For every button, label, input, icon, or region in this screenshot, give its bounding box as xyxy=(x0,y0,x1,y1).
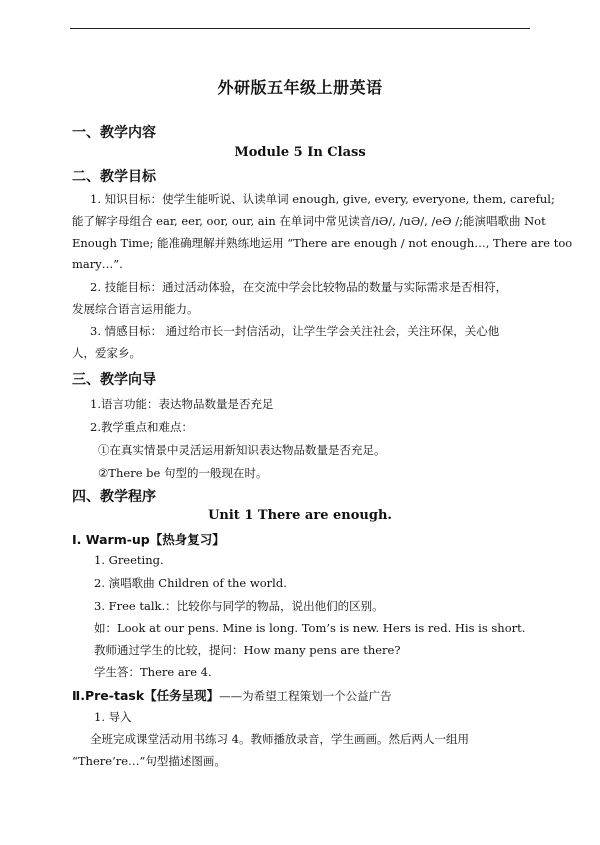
section-heading-procedure: 四、教学程序 xyxy=(72,489,156,505)
intro-line-1: 全班完成课堂活动用书练习 4。教师播放录音，学生画画。然后两人一组用 xyxy=(90,732,469,746)
warmup-heading: Ⅰ. Warm-up【热身复习】 xyxy=(72,532,225,547)
guide-item-2b: ②There be 句型的一般现在时。 xyxy=(98,466,268,480)
guide-item-2: 2.教学重点和难点： xyxy=(90,420,193,434)
warmup-step-2: 2. 演唱歌曲 Children of the world. xyxy=(94,576,287,590)
objective-1-line-3: Enough Time; 能准确理解并熟练地运用 “There are enough / not enough…, There are too xyxy=(72,236,573,250)
objective-1-line-4: mary…”. xyxy=(72,257,123,271)
objective-3-line-1: 3. 情感目标： 通过给市长一封信活动，让学生学会关注社会，关注环保，关心他 xyxy=(90,324,500,338)
objective-1-line-1: 1. 知识目标：使学生能听说、认读单词 enough, give, every, everyone, them, careful; xyxy=(90,192,555,206)
objective-1-line-2: 能了解字母组合 ear, eer, oor, our, ain 在单词中常见读音/iƏ/, /uƏ/, /eƏ /;能演唱歌曲 Not xyxy=(72,214,546,228)
section-heading-content: 一、教学内容 xyxy=(72,125,156,141)
warmup-step-3: 3. Free talk.：比较你与同学的物品，说出他们的区别。 xyxy=(94,599,384,613)
section-heading-objectives: 二、教学目标 xyxy=(72,169,156,185)
objective-2-line-2: 发展综合语言运用能力。 xyxy=(72,302,199,316)
warmup-example: 如：Look at our pens. Mine is long. Tom’s is new. Hers is red. His is short. xyxy=(94,621,526,635)
intro-line-2: “There’re…”句型描述图画。 xyxy=(72,754,226,768)
unit-title: Unit 1 There are enough. xyxy=(208,508,392,523)
warmup-answer: 学生答：There are 4. xyxy=(94,665,212,679)
guide-item-1: 1.语言功能：表达物品数量是否充足 xyxy=(90,397,274,411)
pretask-heading xyxy=(72,686,392,704)
warmup-step-1: 1. Greeting. xyxy=(94,553,164,567)
warmup-question: 教师通过学生的比较，提问：How many pens are there? xyxy=(94,643,401,657)
objective-2-line-1: 2. 技能目标：通过活动体验，在交流中学会比较物品的数量与实际需求是否相符， xyxy=(90,280,508,294)
section-heading-guide: 三、教学向导 xyxy=(72,372,156,388)
pretask-label: Ⅱ.Pre-task【任务呈现】 xyxy=(72,688,220,703)
module-title: Module 5 In Class xyxy=(234,145,366,160)
header-rule xyxy=(70,28,530,29)
guide-item-2a: ①在真实情景中灵活运用新知识表达物品数量是否充足。 xyxy=(98,443,386,457)
intro-heading: 1. 导入 xyxy=(94,710,132,724)
document-title: 外研版五年级上册英语 xyxy=(217,78,383,97)
pretask-subtitle: ——为希望工程策划一个公益广告 xyxy=(219,689,392,703)
objective-3-line-2: 人，爱家乡。 xyxy=(72,346,141,360)
